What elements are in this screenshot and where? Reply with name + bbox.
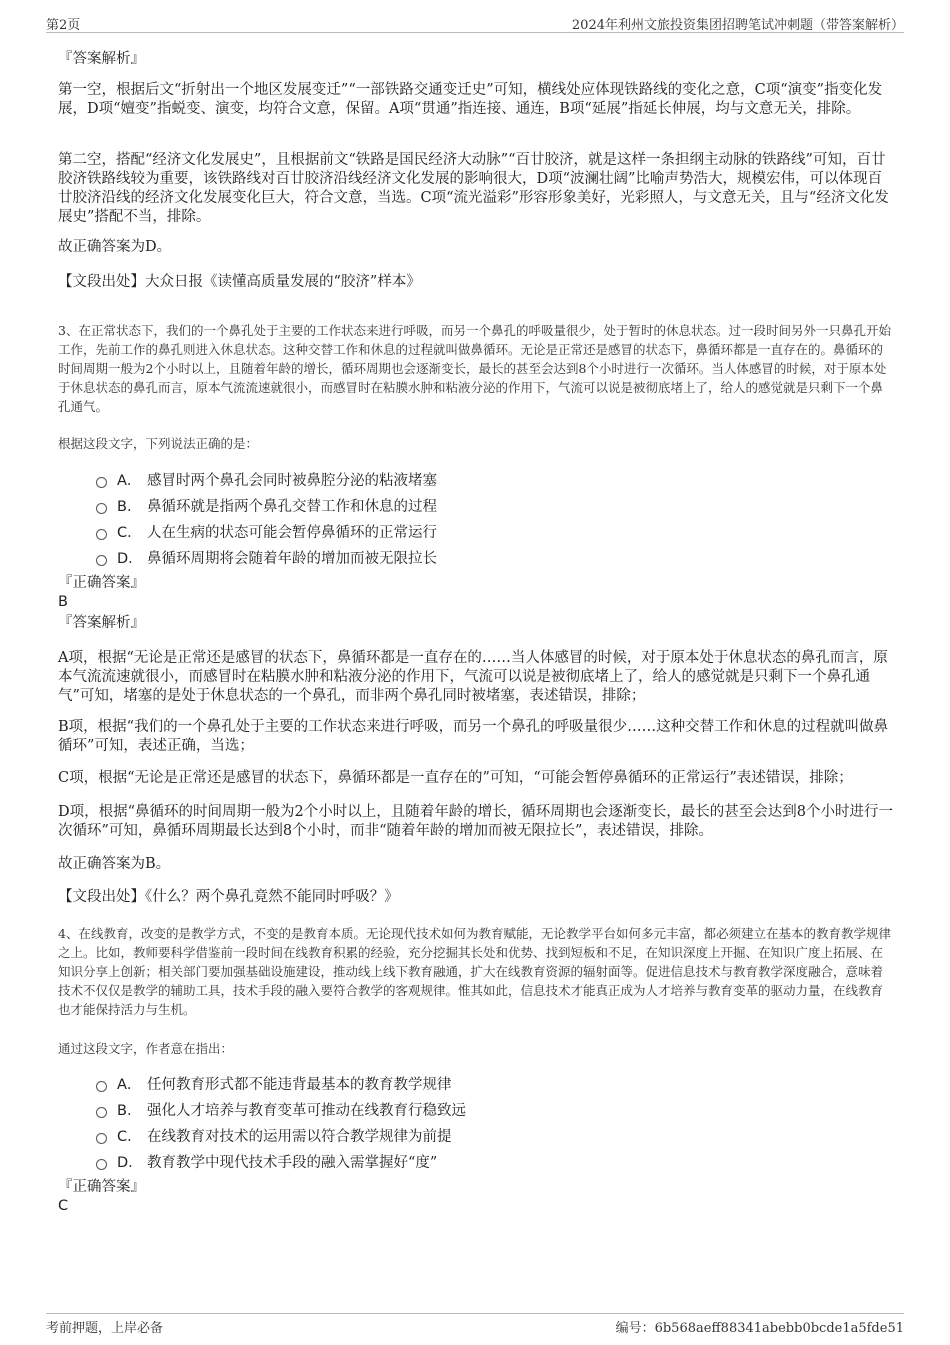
option-text: 鼻循环周期将会随着年龄的增加而被无限拉长 (147, 550, 437, 567)
q3-explanation-a: A项，根据“无论是正常还是感冒的状态下，鼻循环都是一直存在的……当人体感冒的时候，对于原本处于休息状态的鼻孔而言，原本气流流速就很小，而感冒时在粘膜水肿和粘液分泌的作用下，气流可以说是被彻底堵上了，给人的感觉就是只剩下一个鼻孔通气”可知，堵塞的是处于休息状态的一个鼻孔，而非两个鼻孔同时被堵塞，表述错误，排除； (58, 650, 888, 704)
q4-answer-heading: 『正确答案』 (58, 1179, 145, 1195)
radio-icon[interactable] (96, 1107, 107, 1118)
q3-explanation-b: B项，根据“我们的一个鼻孔处于主要的工作状态来进行呼吸，而另一个鼻孔的呼吸量很少……这种交替工作和休息的过程就叫做鼻循环”可知，表述正确，当选； (58, 719, 889, 754)
option-text: 任何教育形式都不能违背最基本的教育教学规律 (147, 1076, 452, 1093)
document-code: 编号：6b568aeff88341abebb0bcde1a5fde51 (615, 1321, 904, 1336)
q3-source: 【文段出处】《什么？两个鼻孔竟然不能同时呼吸？》 (58, 889, 399, 905)
radio-icon[interactable] (96, 1133, 107, 1144)
page-number: 第2页 (46, 18, 81, 33)
radio-icon[interactable] (96, 477, 107, 488)
document-title: 2024年利州文旅投资集团招聘笔试冲刺题（带答案解析） (571, 18, 904, 33)
q3-question: 根据这段文字，下列说法正确的是： (58, 436, 259, 451)
q2-analysis-para2: 第二空，搭配“经济文化发展史”，且根据前文“铁路是国民经济大动脉”“百廿胶济，就是这样一条担纲主动脉的铁路线”可知，百廿胶济铁路线较为重要，该铁路线对百廿胶济沿线经济文化发展的影响很大，D项“波澜壮阔”比喻声势浩大，规模宏伟，可以体现百廿胶济沿线的经济文化发展变化巨大，符合文意，当选。C项“流光溢彩”形容形象美好，光彩照人，与文意无关，且与“经济文化发展史”搭配不当，排除。 (58, 152, 889, 225)
q4-option-d[interactable] (96, 1148, 856, 1174)
option-letter: B． (117, 498, 142, 515)
q4-passage: 4、在线教育，改变的是教学方式，不变的是教育本质。无论现代技术如何为教育赋能，无论教学平台如何多元丰富，都必须建立在基本的教育教学规律之上。比如，教师要科学借鉴前一段时间在线教育积累的经验，充分挖掘其长处和优势、找到短板和不足，在知识深度上开掘、在知识广度上拓展、在知识分享上创新；相关部门要加强基础设施建设，推动线上线下教育融通，扩大在线教育资源的辐射面等。促进信息技术与教育教学深度融合，意味着技术不仅仅是教学的辅助工具，技术手段的融入要符合教学的客观规律。惟其如此，信息技术才能真正成为人才培养与教育变革的驱动力量，在线教育也才能保持活力与生机。 (58, 926, 891, 1017)
q3-option-a[interactable] (96, 466, 856, 492)
option-text: 在线教育对技术的运用需以符合教学规律为前提 (147, 1128, 452, 1145)
q3-conclusion: 故正确答案为B。 (58, 856, 171, 872)
q4-options (96, 1070, 856, 1174)
q2-analysis-para1: 第一空，根据后文“折射出一个地区发展变迁”“一部铁路交通变迁史”可知，横线处应体现铁路线的变化之意，C项“演变”指变化发展，D项“嬗变”指蜕变、演变，均符合文意，保留。A项“贯通”指连接、通连，B项“延展”指延长伸展，均与文意无关，排除。 (58, 82, 883, 117)
footer-slogan: 考前押题，上岸必备 (46, 1321, 164, 1336)
option-letter: C． (117, 524, 142, 541)
option-letter: C． (117, 1128, 142, 1145)
q3-answer: B (58, 594, 68, 610)
q3-explanation-c: C项，根据“无论是正常还是感冒的状态下，鼻循环都是一直存在的”可知，“可能会暂停鼻循环的正常运行”表述错误，排除； (58, 770, 853, 786)
radio-icon[interactable] (96, 529, 107, 540)
q4-question: 通过这段文字，作者意在指出： (58, 1041, 234, 1056)
option-text: 感冒时两个鼻孔会同时被鼻腔分泌的粘液堵塞 (147, 472, 437, 489)
page-header (46, 12, 904, 33)
q3-options (96, 466, 856, 570)
q3-answer-heading: 『正确答案』 (58, 575, 145, 591)
q2-conclusion: 故正确答案为D。 (58, 239, 172, 255)
q3-explanation-d: D项，根据“鼻循环的时间周期一般为2个小时以上，且随着年龄的增长，循环周期也会逐渐变长，最长的甚至会达到8个小时进行一次循环”可知，鼻循环周期最长达到8个小时，而非“随着年龄的增加而被无限拉长”，表述错误，排除。 (58, 804, 893, 839)
q4-option-a[interactable] (96, 1070, 856, 1096)
option-text: 人在生病的状态可能会暂停鼻循环的正常运行 (147, 524, 437, 541)
option-text: 教育教学中现代技术手段的融入需掌握好“度” (147, 1154, 438, 1171)
option-text: 鼻循环就是指两个鼻孔交替工作和休息的过程 (147, 498, 437, 515)
q3-analysis-heading: 『答案解析』 (58, 615, 145, 631)
option-letter: A． (117, 1076, 142, 1093)
q3-option-c[interactable] (96, 518, 856, 544)
option-letter: D． (117, 550, 143, 567)
option-letter: A． (117, 472, 142, 489)
q2-analysis-heading: 『答案解析』 (58, 51, 145, 67)
radio-icon[interactable] (96, 503, 107, 514)
q2-source: 【文段出处】大众日报《读懂高质量发展的“胶济”样本》 (58, 274, 421, 290)
q3-passage: 3、在正常状态下，我们的一个鼻孔处于主要的工作状态来进行呼吸，而另一个鼻孔的呼吸量很少，处于暂时的休息状态。过一段时间另外一只鼻孔开始工作，先前工作的鼻孔则进入休息状态。这种交替工作和休息的过程就叫做鼻循环。无论是正常还是感冒的状态下，鼻循环都是一直存在的。鼻循环的时间周期一般为2个小时以上，且随着年龄的增长，循环周期也会逐渐变长，最长的甚至会达到8个小时进行一次循环。当人体感冒的时候，对于原本处于休息状态的鼻孔而言，原本气流流速就很小，而感冒时在粘膜水肿和粘液分泌的作用下，气流可以说是被彻底堵上了，给人的感觉就是只剩下一个鼻孔通气。 (58, 323, 891, 414)
q4-option-b[interactable] (96, 1096, 856, 1122)
radio-icon[interactable] (96, 1159, 107, 1170)
radio-icon[interactable] (96, 1081, 107, 1092)
radio-icon[interactable] (96, 555, 107, 566)
option-letter: B． (117, 1102, 142, 1119)
q3-option-b[interactable] (96, 492, 856, 518)
q3-option-d[interactable] (96, 544, 856, 570)
option-letter: D． (117, 1154, 143, 1171)
page-footer (46, 1313, 904, 1334)
option-text: 强化人才培养与教育变革可推动在线教育行稳致远 (147, 1102, 466, 1119)
q4-answer: C (58, 1198, 69, 1214)
q4-option-c[interactable] (96, 1122, 856, 1148)
